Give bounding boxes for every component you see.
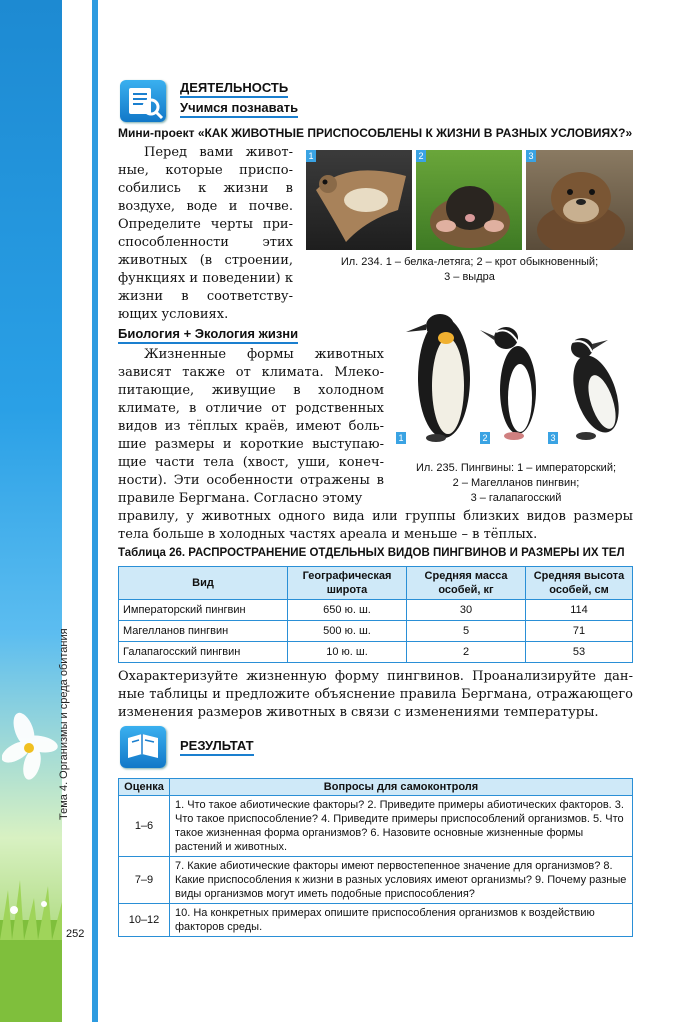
- photo-number: 2: [416, 150, 426, 162]
- caption-line: 3 – выдра: [444, 271, 495, 283]
- table-cell: 114: [526, 600, 633, 621]
- column-header: Вид: [119, 567, 288, 600]
- ecology-heading: Биология + Экология жизни: [118, 326, 298, 344]
- table-cell: 71: [526, 621, 633, 642]
- table-cell: Магелланов пингвин: [119, 621, 288, 642]
- grade-cell: 1–6: [119, 796, 170, 857]
- questions-cell: 7. Какие абиотические факторы имеют первостепенное значение для организмов? 8. Какие приспособления к жизни в разных условиях имеют организмы? 9. Почему разные виды организмов могут иметь подобные приспособления?: [170, 857, 633, 904]
- photo-number: 3: [548, 432, 558, 444]
- table-row: [119, 600, 633, 621]
- table-cell: 2: [407, 642, 526, 663]
- table-row: [119, 621, 633, 642]
- table-cell: 5: [407, 621, 526, 642]
- caption-line: 2 – Магелланов пингвин;: [452, 477, 580, 489]
- table-row: [119, 642, 633, 663]
- activity-subheading: Учимся познавать: [180, 100, 298, 118]
- caption-line: Ил. 235. Пингвины: 1 – императорский;: [415, 462, 617, 474]
- table-row: [119, 857, 633, 904]
- questions-cell: 10. На конкретных примерах опишите приспособления организмов к воздействию факторов среды.: [170, 904, 633, 937]
- flying-squirrel-photo: [306, 150, 412, 250]
- column-header: Оценка: [119, 779, 170, 796]
- table-26-title: Таблица 26. РАСПРОСТРАНЕНИЕ ОТДЕЛЬНЫХ ВИДОВ ПИНГВИНОВ И РАЗМЕРЫ ИХ ТЕЛ: [118, 547, 625, 559]
- table-cell: 30: [407, 600, 526, 621]
- table-cell: Императорский пингвин: [119, 600, 288, 621]
- photo-number: 1: [306, 150, 316, 162]
- ecology-paragraph: Жизненные формы животных зависят также от климата. Млекопитающие, живущие в холодном климате, в отличие от родственных видов из тёплых краёв, имеют большие размеры и короткие выступающие части тела (хвост, уши, конечности). Эти особенности отражены в правиле Бергмана. Согласно этому: [118, 347, 384, 506]
- column-header: Вопросы для самоконтроля: [170, 779, 633, 796]
- figure-234-caption: [306, 255, 633, 285]
- page-number: 252: [66, 928, 85, 940]
- intro-paragraph: Перед вами животные, которые приспособились к жизни в воздухе, воде и почве. Определите черты приспособленности этих животных (в строении, функциях и поведении) к жизни в соответствующих условиях.: [118, 145, 293, 322]
- table-header-row: [119, 567, 633, 600]
- grade-cell: 10–12: [119, 904, 170, 937]
- caption-line: Ил. 234. 1 – белка-летяга; 2 – крот обыкновенный;: [340, 256, 599, 268]
- photo-number: 1: [396, 432, 406, 444]
- table-cell: 53: [526, 642, 633, 663]
- table-cell: 10 ю. ш.: [288, 642, 407, 663]
- table-header-row: [119, 779, 633, 796]
- activity-heading: ДЕЯТЕЛЬНОСТЬ: [180, 80, 288, 98]
- project-title: «КАК ЖИВОТНЫЕ ПРИСПОСОБЛЕНЫ К ЖИЗНИ В РАЗНЫХ УСЛОВИЯХ?»: [197, 126, 633, 140]
- result-heading: РЕЗУЛЬТАТ: [180, 738, 254, 756]
- table-row: [119, 796, 633, 857]
- questions-cell: 1. Что такое абиотические факторы? 2. Приведите примеры абиотических факторов. 3. Что такое приспособление? 4. Приведите примеры приспособлений организмов. 5. Что такое жизненная форма организмов? 6. Назовите основные жизненные формы растений и животных.: [170, 796, 633, 857]
- column-header: Средняя высота особей, см: [526, 567, 633, 600]
- grass-decoration: [0, 880, 62, 1022]
- sidebar-accent-bar: [92, 0, 98, 1022]
- otter-photo: [526, 150, 633, 250]
- task-paragraph: Охарактеризуйте жизненную форму пингвинов. Проанализируйте данные таблицы и предложите объяснение правила Бергмана, отражающего изменения размеров животных в связи с изменениями температуры.: [118, 669, 633, 720]
- table-cell: 650 ю. ш.: [288, 600, 407, 621]
- ecology-paragraph-continued: правилу, у животных одного вида или группы близких видов размеры тела больше в холодных частях ареала и меньше – в тёплых.: [118, 509, 633, 542]
- table-row: [119, 904, 633, 937]
- penguin-table: [118, 566, 633, 663]
- caption-line: 3 – галапагосский: [470, 492, 562, 504]
- result-icon: [120, 726, 166, 768]
- penguins-illustration: [396, 298, 636, 448]
- activity-icon: [120, 80, 166, 122]
- grade-cell: 7–9: [119, 857, 170, 904]
- self-check-table: [118, 778, 633, 937]
- project-label: Мини-проект: [118, 126, 195, 140]
- mole-photo: [416, 150, 522, 250]
- sidebar-stripe: [62, 0, 96, 1022]
- column-header: Географическая широта: [288, 567, 407, 600]
- photo-number: 2: [480, 432, 490, 444]
- sidebar-background: [0, 0, 62, 1022]
- table-cell: Галапагосский пингвин: [119, 642, 288, 663]
- photo-number: 3: [526, 150, 536, 162]
- table-cell: 500 ю. ш.: [288, 621, 407, 642]
- mini-project-title: [118, 126, 632, 140]
- flower-decoration: [2, 700, 60, 790]
- topic-label: Тема 4. Организмы и среда обитания: [58, 628, 70, 820]
- figure-235-caption: [396, 461, 636, 506]
- column-header: Средняя масса особей, кг: [407, 567, 526, 600]
